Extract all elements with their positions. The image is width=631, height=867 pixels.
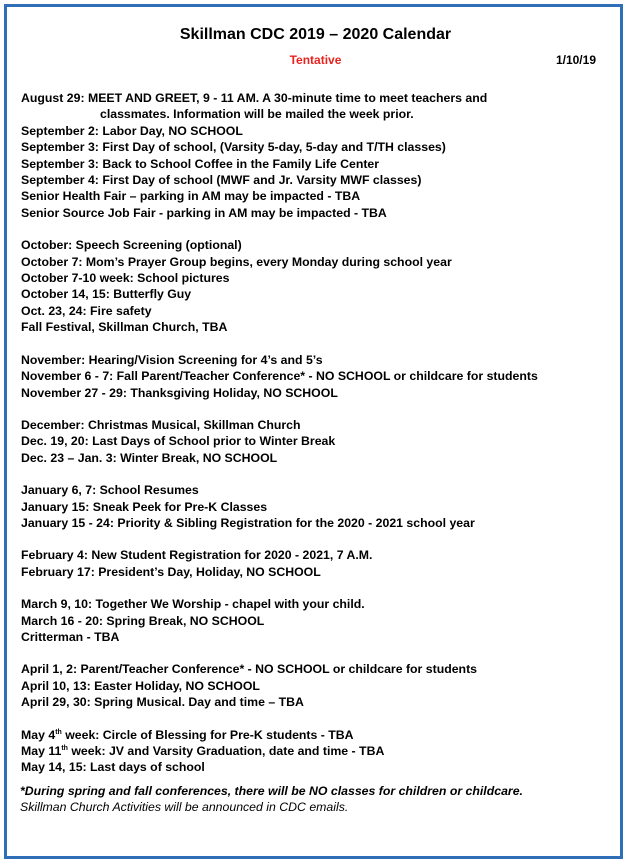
event-line: October 7: Mom’s Prayer Group begins, every Monday during school year bbox=[21, 254, 452, 269]
event-line: November 6 - 7: Fall Parent/Teacher Conference* - NO SCHOOL or childcare for students bbox=[21, 369, 538, 384]
event-line: classmates. Information will be mailed the week prior. bbox=[100, 107, 414, 122]
event-line: April 1, 2: Parent/Teacher Conference* - NO SCHOOL or childcare for students bbox=[21, 662, 478, 677]
event-line: Critterman - TBA bbox=[21, 629, 120, 644]
footnote bbox=[20, 783, 523, 815]
event-line: January 6, 7: School Resumes bbox=[21, 483, 199, 498]
event-line: March 16 - 20: Spring Break, NO SCHOOL bbox=[21, 613, 265, 628]
event-line: November: Hearing/Vision Screening for 4’s and 5’s bbox=[21, 352, 323, 367]
event-line: August 29: MEET AND GREET, 9 - 11 AM. A 30-minute time to meet teachers and bbox=[21, 91, 488, 105]
footnote-activities: Skillman Church Activities will be announced in CDC emails. bbox=[20, 800, 349, 814]
event-line: January 15 - 24: Priority & Sibling Registration for the 2020 - 2021 school year bbox=[21, 515, 475, 530]
event-line: February 4: New Student Registration for 2020 - 2021, 7 A.M. bbox=[21, 548, 373, 563]
event-line: April 10, 13: Easter Holiday, NO SCHOOL bbox=[21, 678, 260, 693]
event-line: October: Speech Screening (optional) bbox=[21, 238, 242, 253]
page-title: Skillman CDC 2019 – 2020 Calendar bbox=[179, 26, 452, 43]
event-line: September 3: First Day of school, (Varsity 5-day, 5-day and T/TH classes) bbox=[21, 140, 446, 155]
event-line: February 17: President’s Day, Holiday, NO SCHOOL bbox=[21, 564, 321, 579]
event-line: Oct. 23, 24: Fire safety bbox=[21, 303, 152, 318]
event-line: Dec. 19, 20: Last Days of School prior to Winter Break bbox=[21, 434, 336, 449]
calendar-list bbox=[21, 90, 621, 776]
event-line: May 11th week: JV and Varsity Graduation, date and time - TBA bbox=[21, 744, 385, 758]
event-line: January 15: Sneak Peek for Pre-K Classes bbox=[21, 499, 268, 514]
event-line: September 2: Labor Day, NO SCHOOL bbox=[21, 123, 243, 138]
event-line: Senior Health Fair – parking in AM may be impacted - TBA bbox=[21, 189, 361, 204]
event-line: May 4th week: Circle of Blessing for Pre-K students - TBA bbox=[21, 727, 354, 742]
event-line: Senior Source Job Fair - parking in AM may be impacted - TBA bbox=[21, 205, 387, 220]
event-line: December: Christmas Musical, Skillman Church bbox=[21, 417, 301, 432]
event-line: October 7-10 week: School pictures bbox=[21, 271, 230, 286]
event-line: October 14, 15: Butterfly Guy bbox=[21, 287, 192, 302]
event-line: Fall Festival, Skillman Church, TBA bbox=[21, 320, 228, 335]
event-line: September 3: Back to School Coffee in the Family Life Center bbox=[21, 156, 380, 171]
event-line: November 27 - 29: Thanksgiving Holiday, NO SCHOOL bbox=[21, 385, 338, 400]
event-line: May 14, 15: Last days of school bbox=[21, 760, 205, 775]
status-label: Tentative bbox=[289, 53, 342, 67]
event-line: September 4: First Day of school (MWF and Jr. Varsity MWF classes) bbox=[21, 173, 422, 188]
document-date: 1/10/19 bbox=[555, 53, 596, 67]
event-line: April 29, 30: Spring Musical. Day and time – TBA bbox=[21, 695, 304, 710]
event-line: March 9, 10: Together We Worship - chapel with your child. bbox=[21, 597, 365, 612]
event-line: Dec. 23 – Jan. 3: Winter Break, NO SCHOOL bbox=[21, 450, 278, 465]
footnote-conferences: *During spring and fall conferences, there will be NO classes for children or childcare. bbox=[20, 784, 523, 798]
